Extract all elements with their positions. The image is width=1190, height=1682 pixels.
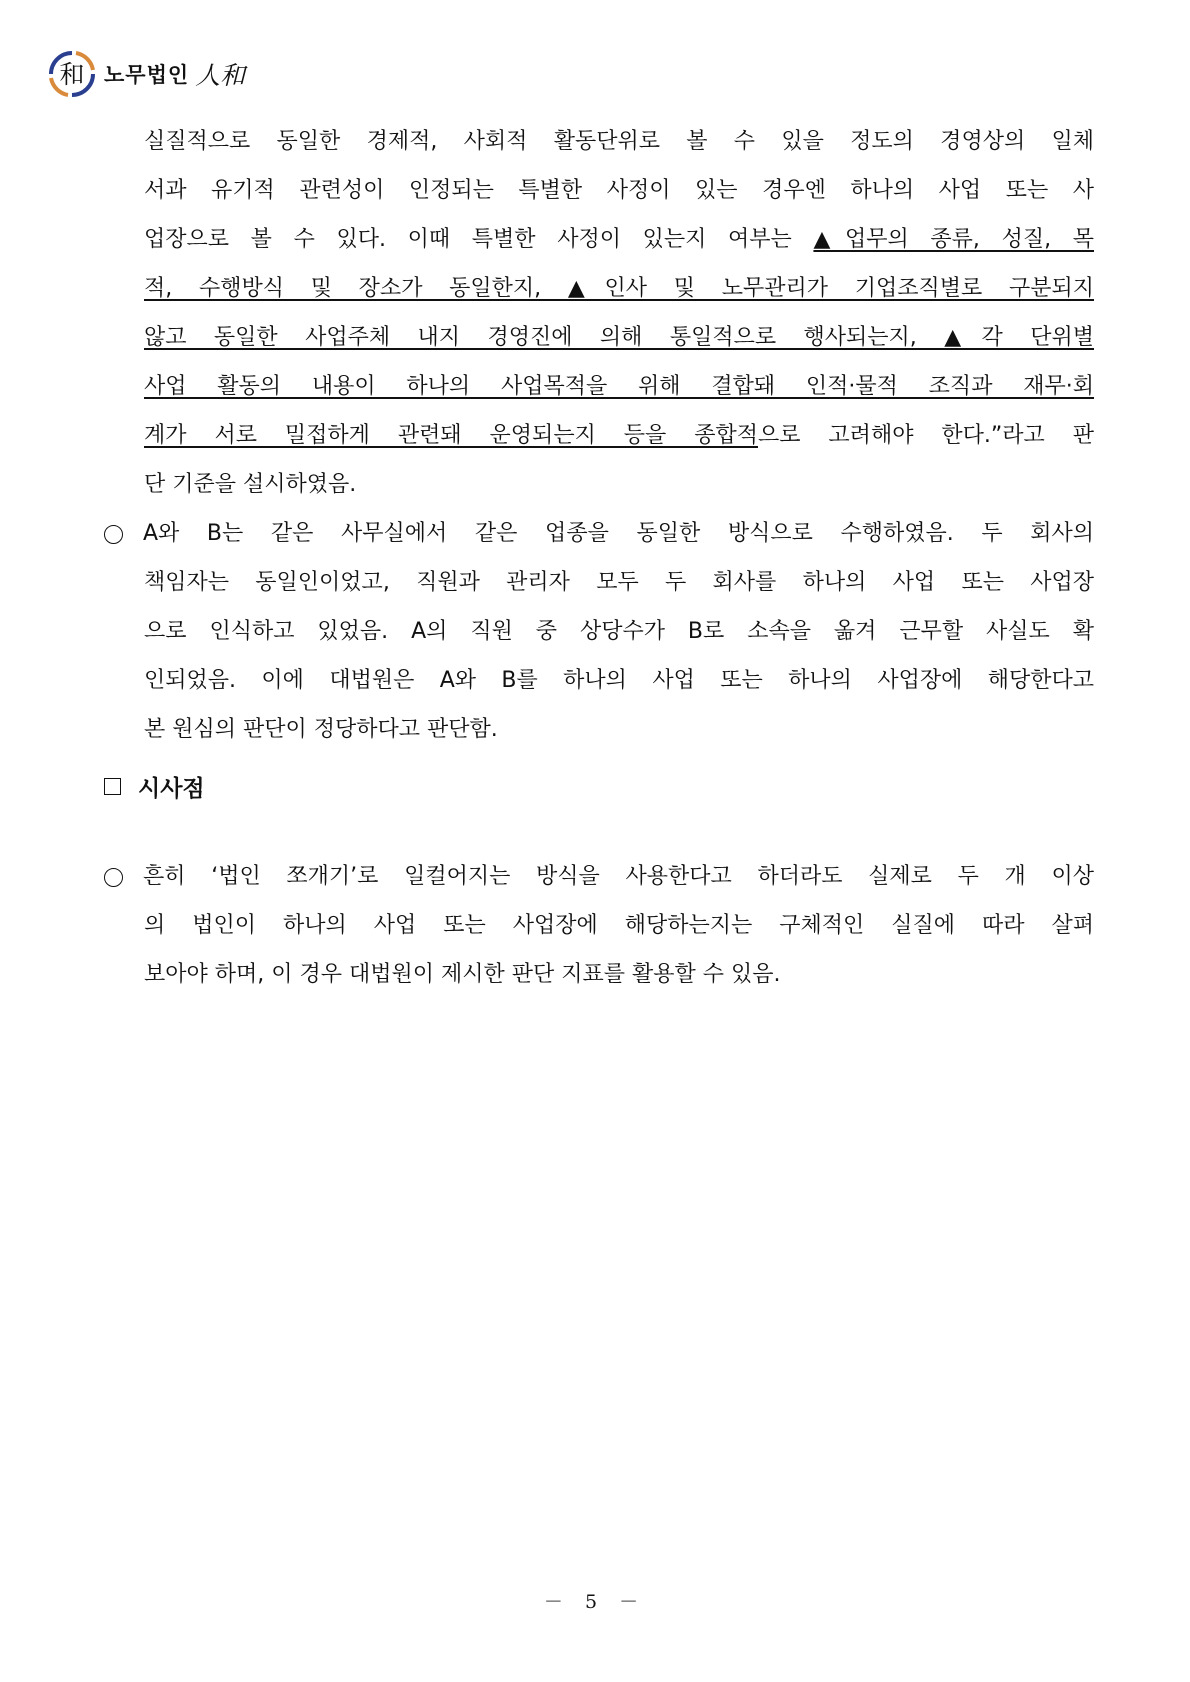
paragraph-line <box>144 273 1094 305</box>
underlined-criteria: 적, 수행방식 및 장소가 동일한지, ▲인사 및 노무관리가 기업조직별로 구분되지 <box>144 276 1094 301</box>
paragraph-line: 보아야 하며, 이 경우 대법원이 제시한 판단 지표를 활용할 수 있음. <box>144 962 781 987</box>
svg-text:和: 和 <box>59 60 85 89</box>
square-bullet-icon <box>104 778 121 795</box>
paragraph-line <box>144 322 1094 354</box>
firm-logo-icon <box>48 50 96 98</box>
section-heading-text: 시사점 <box>138 775 205 802</box>
page-number: － 5 － <box>543 1591 647 1613</box>
underlined-criteria: 계가 서로 밀접하게 관련돼 운영되는지 등을 종합적 <box>144 423 758 448</box>
firm-name: 노무법인 <box>104 63 190 87</box>
paragraph-line: 단 기준을 설시하였음. <box>144 472 357 497</box>
bullet-item <box>104 518 1094 550</box>
circle-bullet-icon <box>104 525 123 544</box>
firm-name-hanja: 人和 <box>195 61 246 90</box>
paragraph-line: 흔히 ‘법인 쪼개기’로 일컬어지는 방식을 사용한다고 하더라도 실제로 두 개 이상 <box>143 864 1094 889</box>
paragraph-line: 의 법인이 하나의 사업 또는 사업장에 해당하는지는 구체적인 실질에 따라 살펴 <box>144 913 1094 938</box>
paragraph-line: 서과 유기적 관련성이 인정되는 특별한 사정이 있는 경우엔 하나의 사업 또는 사 <box>144 178 1094 203</box>
paragraph-line: 실질적으로 동일한 경제적, 사회적 활동단위로 볼 수 있을 정도의 경영상의 일체 <box>144 129 1094 154</box>
circle-bullet-icon <box>104 868 123 887</box>
paragraph-line <box>144 371 1094 403</box>
paragraph-line: 본 원심의 판단이 정당하다고 판단함. <box>144 717 498 742</box>
paragraph-line: 업장으로 볼 수 있다. 이때 특별한 사정이 있는지 여부는 ▲업무의 종류, 성질, 목 <box>144 227 1094 252</box>
underlined-criteria: 않고 동일한 사업주체 내지 경영진에 의해 통일적으로 행사되는지, ▲각 단위별 <box>144 325 1094 350</box>
paragraph-line: 계가 서로 밀접하게 관련돼 운영되는지 등을 종합적으로 고려해야 한다.”라고 판 <box>144 423 1094 448</box>
paragraph-line: 책임자는 동일인이었고, 직원과 관리자 모두 두 회사를 하나의 사업 또는 사업장 <box>144 570 1094 595</box>
bullet-item <box>104 861 1094 893</box>
page-header <box>48 50 245 98</box>
underlined-criteria: 사업 활동의 내용이 하나의 사업목적을 위해 결합돼 인적·물적 조직과 재무·회 <box>144 374 1094 399</box>
paragraph-line: A와 B는 같은 사무실에서 같은 업종을 동일한 방식으로 수행하였음. 두 회사의 <box>143 521 1094 546</box>
paragraph-line: 으로 인식하고 있었음. A의 직원 중 상당수가 B로 소속을 옮겨 근무할 사실도 확 <box>144 619 1094 644</box>
section-heading <box>104 770 205 802</box>
paragraph-line: 인되었음. 이에 대법원은 A와 B를 하나의 사업 또는 하나의 사업장에 해당한다고 <box>144 668 1094 693</box>
underlined-criteria: ▲업무의 종류, 성질, 목 <box>813 227 1094 252</box>
